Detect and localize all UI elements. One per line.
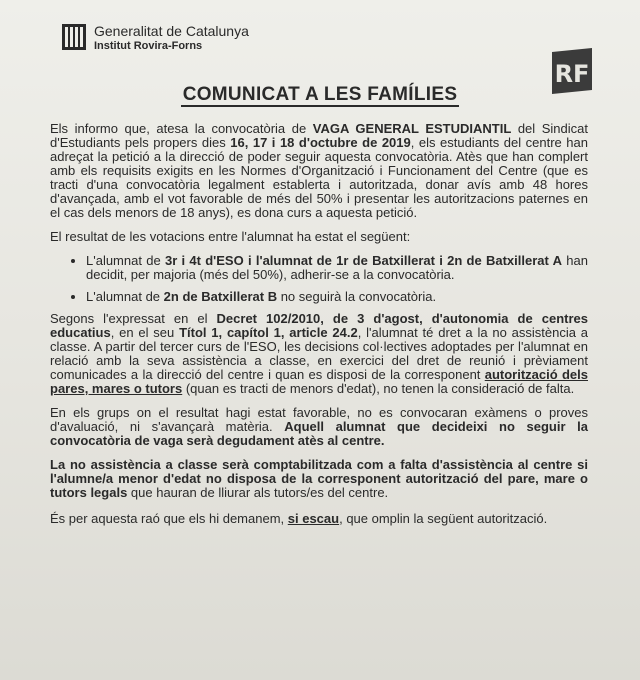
page-title: COMUNICAT A LES FAMÍLIES	[182, 84, 458, 105]
org-name: Generalitat de Catalunya	[94, 23, 249, 39]
list-item: • L'alumnat de 2n de Batxillerat B no seguirà la convocatòria.	[86, 290, 588, 304]
organization-name	[94, 24, 249, 54]
list-item: • L'alumnat de 3r i 4t d'ESO i l'alumnat de 1r de Batxillerat i 2n de Batxillerat A han decidit, per majoria (més del 50%), adherir-se a la convocatòria.	[86, 254, 588, 282]
generalitat-seal-icon	[62, 24, 86, 50]
legal-paragraph: Segons l'expressat en el Decret 102/2010, de 3 d'agost, d'autonomia de centres educatius, en el seu Títol 1, capítol 1, article 24.2, l'alumnat té dret a la no assistència a classe. A partir del tercer curs de l'ESO, les decisions col·lectives adoptades per l'alumnat en relació amb la seva assistència a classe, en exercici del dret de reunió i prèviament comunicades a la direcció del centre i quan es disposi de la corresponent autorització dels pares, mares o tutors (quan es tracti de menors d'edat), no tenen la consideració de falta.	[50, 311, 588, 396]
letterhead	[62, 24, 249, 54]
document-body	[50, 122, 588, 536]
request-paragraph: És per aquesta raó que els hi demanem, si escau, que omplin la següent autorització.	[50, 511, 548, 526]
vote-result-intro: El resultat de les votacions entre l'alumnat ha estat el següent:	[50, 229, 411, 244]
vote-results-list	[50, 254, 588, 304]
institute-name: Institut Rovira-Forns	[94, 40, 203, 52]
svg-text:RF: RF	[554, 60, 590, 88]
attendance-paragraph: La no assistència a classe serà comptabilitzada com a falta d'assistència al centre si l'alumne/a menor d'edat no disposa de la corresponent autorització del pare, mare o tutors legals que hauran de lliurar als tutors/es del centre.	[50, 457, 588, 500]
intro-paragraph: Els informo que, atesa la convocatòria de VAGA GENERAL ESTUDIANTIL del Sindicat d'Estudiants pels propers dies 16, 17 i 18 d'octubre de 2019, els estudiants del centre han adreçat la petició a la direcció de poder seguir aquesta convocatòria. Atès que han complert amb els requisits exigits en les Normes d'Organització i Funcionament del Centre (que es tracti d'una convocatòria legalment establerta i autoritzada, donar avís amb 48 hores d'avançada, amb el vot favorable de més del 50% i presentar les autoritzacions paternes en el cas dels menors de 18 anys), es dona curs a aquesta petició.	[50, 121, 588, 220]
exams-paragraph: En els grups on el resultat hagi estat favorable, no es convocaran exàmens o proves d'avaluació, ni s'avançarà matèria. Aquell alumnat que decideixi no seguir la convocatòria de vaga serà degudament atès al centre.	[50, 405, 588, 448]
